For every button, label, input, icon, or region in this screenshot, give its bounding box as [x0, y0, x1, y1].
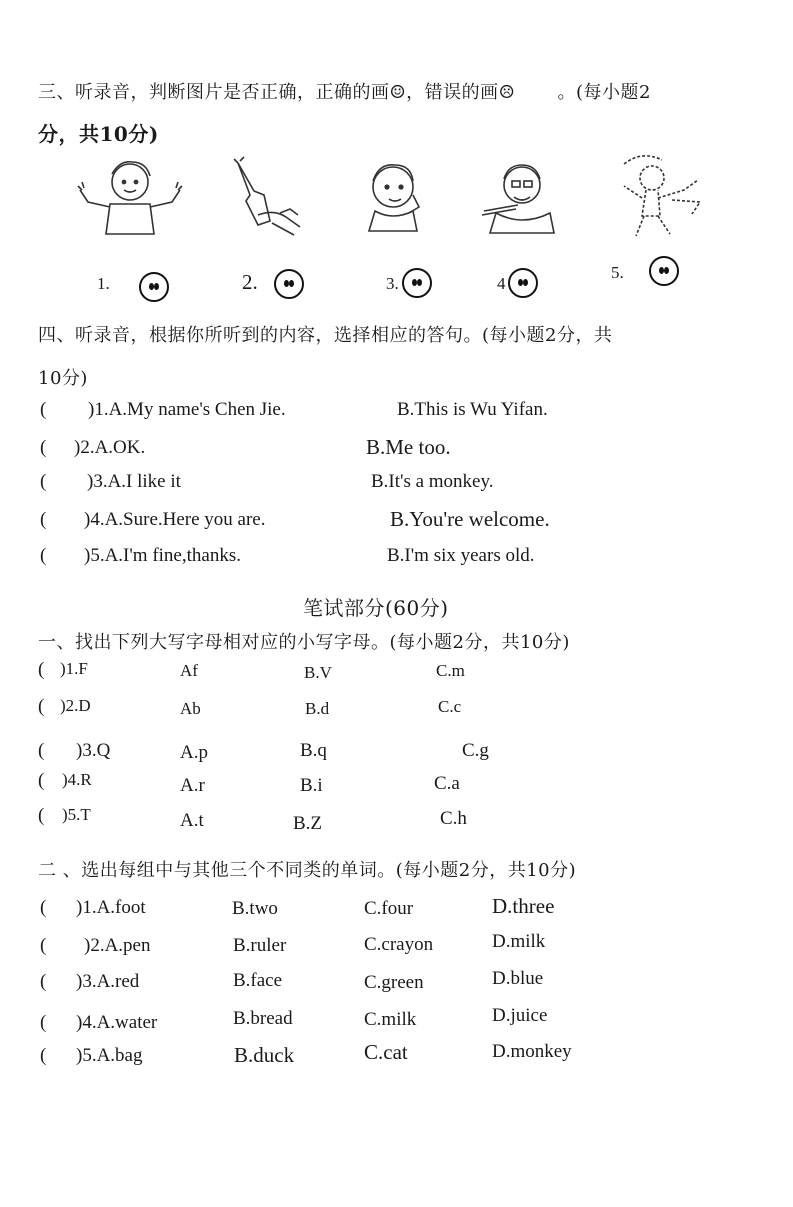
face-answer-icon[interactable] [274, 269, 304, 299]
answer-bracket[interactable]: ( [40, 545, 47, 566]
eye-icon [417, 279, 422, 286]
picture-number-4: 4 [497, 274, 506, 293]
option-b: B.Me too. [366, 435, 451, 459]
face-answer-icon[interactable] [139, 272, 169, 302]
option-c: C.green [364, 972, 424, 993]
answer-bracket[interactable]: ( [38, 770, 45, 791]
answer-bracket[interactable]: ( [40, 897, 47, 918]
section4-title-line2: 10分) [38, 368, 88, 389]
picture-boy-touching-ear [355, 155, 435, 235]
option-b: B.Z [293, 813, 323, 834]
question-text: )5.A.I'm fine,thanks. [84, 545, 241, 566]
question-text: )2.A.pen [84, 935, 151, 956]
answer-bracket[interactable]: ( [38, 659, 45, 680]
option-b: B.This is Wu Yifan. [397, 399, 548, 420]
answer-bracket[interactable]: ( [40, 935, 47, 956]
question-text: )1.A.foot [76, 897, 146, 918]
option-d: D.three [492, 894, 555, 918]
answer-bracket[interactable]: ( [40, 1012, 47, 1033]
option-a: A.t [180, 810, 204, 831]
section3-title-score: 。(每小题2 [557, 82, 651, 103]
option-b: B.face [233, 970, 283, 991]
option-c: C.h [440, 808, 467, 829]
picture-number-5: 5. [611, 263, 624, 282]
answer-bracket[interactable]: ( [38, 696, 45, 717]
option-d: D.juice [492, 1005, 548, 1026]
picture-number-3: 3. [386, 274, 399, 293]
part1-title: 一、找出下列大写字母相对应的小写字母。(每小题2分，共10分) [38, 632, 570, 653]
question-text: )3.Q [76, 740, 111, 761]
picture-number-2: 2. [242, 270, 258, 294]
answer-bracket[interactable]: ( [40, 471, 47, 492]
option-c: C.c [438, 697, 462, 716]
answer-bracket[interactable]: ( [38, 740, 45, 761]
section3-title [38, 78, 651, 104]
answer-bracket[interactable]: ( [40, 1045, 47, 1066]
picture-grandpa-eating [478, 157, 568, 237]
picture-number-1: 1. [97, 274, 110, 293]
option-b: B.two [232, 898, 278, 919]
question-text: )2.D [60, 696, 91, 715]
question-text: )4.A.Sure.Here you are. [84, 509, 266, 530]
answer-bracket[interactable]: ( [40, 437, 47, 458]
option-d: D.blue [492, 968, 544, 989]
option-a: Af [180, 661, 198, 680]
option-d: D.monkey [492, 1041, 572, 1062]
face-answer-icon[interactable] [402, 268, 432, 298]
written-part-heading: 笔试部分(60分) [303, 596, 449, 620]
answer-bracket[interactable]: ( [40, 509, 47, 530]
option-b: B.You're welcome. [390, 507, 550, 531]
option-a: A.p [180, 742, 208, 763]
option-a: Ab [180, 699, 201, 718]
option-c: C.crayon [364, 934, 434, 955]
question-text: )1.A.My name's Chen Jie. [88, 399, 286, 420]
question-text: )5.T [62, 805, 91, 824]
option-c: C.milk [364, 1009, 417, 1030]
option-b: B.It's a monkey. [371, 471, 494, 492]
face-answer-icon[interactable] [649, 256, 679, 286]
question-text: )3.A.red [76, 971, 140, 992]
option-b: B.i [300, 775, 323, 796]
answer-bracket[interactable]: ( [40, 399, 47, 420]
option-b: B.bread [233, 1008, 293, 1029]
picture-child-flying [612, 150, 707, 245]
question-text: )4.R [62, 770, 92, 789]
question-text: )4.A.water [76, 1012, 158, 1033]
option-b: B.duck [234, 1043, 295, 1067]
option-b: B.V [304, 663, 332, 682]
option-c: C.four [364, 898, 414, 919]
option-c: C.cat [364, 1040, 408, 1064]
eye-icon [523, 279, 528, 286]
option-a: A.r [180, 775, 205, 796]
question-text: )5.A.bag [76, 1045, 143, 1066]
option-b: B.ruler [233, 935, 287, 956]
section3-title-text: 三、听录音，判断图片是否正确，正确的画☺，错误的画☹ [38, 82, 516, 103]
section3-title-line2: 分，共10分) [38, 122, 159, 146]
eye-icon [154, 283, 159, 290]
option-b: B.d [305, 699, 330, 718]
eye-icon [289, 280, 294, 287]
option-c: C.a [434, 773, 460, 794]
eye-icon [664, 267, 669, 274]
option-b: B.q [300, 740, 327, 761]
picture-boy-hands-up [70, 152, 190, 242]
face-answer-icon[interactable] [508, 268, 538, 298]
option-c: C.g [462, 740, 489, 761]
question-text: )1.F [60, 659, 88, 678]
question-text: )2.A.OK. [74, 437, 146, 458]
part2-title: 二 、选出每组中与其他三个不同类的单词。(每小题2分，共10分) [38, 860, 577, 881]
question-text: )3.A.I like it [87, 471, 181, 492]
section4-title: 四、听录音，根据你所听到的内容，选择相应的答句。(每小题2分，共 [38, 325, 613, 346]
answer-bracket[interactable]: ( [38, 805, 45, 826]
picture-hand-with-bottle [228, 155, 308, 240]
answer-bracket[interactable]: ( [40, 971, 47, 992]
option-d: D.milk [492, 931, 546, 952]
option-c: C.m [436, 661, 465, 680]
option-b: B.I'm six years old. [387, 545, 535, 566]
